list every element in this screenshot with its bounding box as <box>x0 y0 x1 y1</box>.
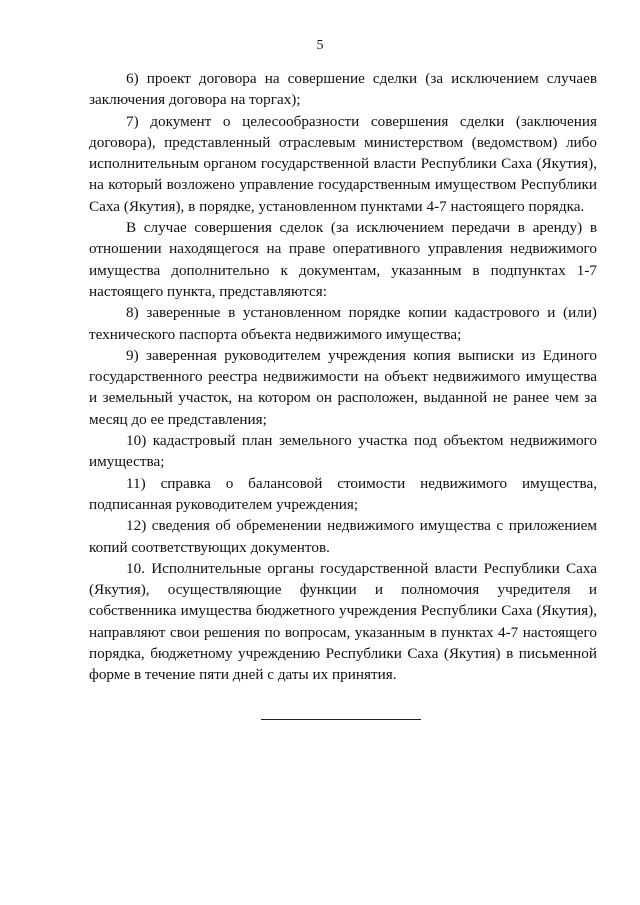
paragraph-item-11: 11) справка о балансовой стоимости недвижимого имущества, подписанная руководителем учреждения; <box>89 474 597 513</box>
end-of-text-divider <box>261 719 421 720</box>
paragraph-intro-additional-docs: В случае совершения сделок (за исключением передачи в аренду) в отношении находящегося на праве оперативного управления недвижимого имущества дополнительно к документам, указанным в подпунктах 1-7 настоящего пункта, представляются: <box>89 219 597 300</box>
document-body <box>89 68 597 686</box>
paragraph-item-12: 12) сведения об обременении недвижимого имущества с приложением копий соответствующих документов. <box>89 517 597 556</box>
paragraph-item-6: 6) проект договора на совершение сделки (за исключением случаев заключения договора на торгах); <box>89 70 597 109</box>
page-number: 5 <box>316 38 324 53</box>
paragraph-item-7: 7) документ о целесообразности совершения сделки (заключения договора), представленный отраслевым министерством (ведомством) либо исполнительным органом государственной власти Республики Саха (Якутия), на который возложено управление государственным имуществом Республики Саха (Якутия), в порядке, установленном пунктами 4-7 настоящего порядка. <box>89 112 597 215</box>
paragraph-item-8: 8) заверенные в установленном порядке копии кадастрового и (или) технического паспорта объекта недвижимого имущества; <box>89 304 597 343</box>
paragraph-item-9: 9) заверенная руководителем учреждения копия выписки из Единого государственного реестра недвижимости на объект недвижимого имущества и земельный участок, на котором он расположен, выданной не ранее чем за месяц до ее представления; <box>89 346 597 428</box>
paragraph-item-10: 10) кадастровый план земельного участка под объектом недвижимого имущества; <box>89 432 597 471</box>
paragraph-clause-10: 10. Исполнительные органы государственной власти Республики Саха (Якутия), осуществляющие функции и полномочия учредителя и собственника имущества бюджетного учреждения Республики Саха (Якутия), направляют свои решения по вопросам, указанным в пунктах 4-7 настоящего порядка, бюджетному учреждению Республики Саха (Якутия) в письменной форме в течение пяти дней с даты их принятия. <box>89 559 597 684</box>
